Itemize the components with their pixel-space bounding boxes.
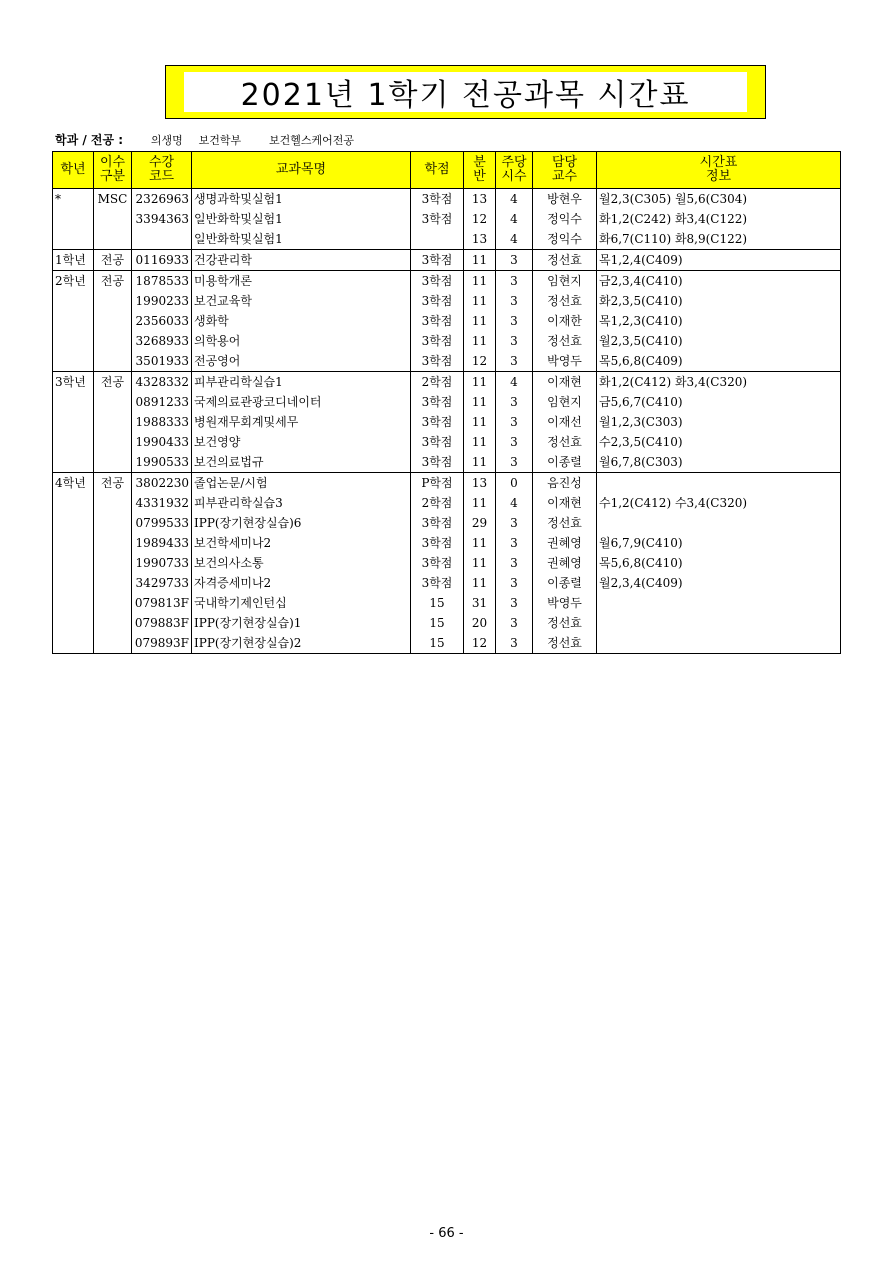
cell-section: 11	[464, 533, 496, 553]
cell-name: 자격증세미나2	[192, 573, 411, 593]
cell-credit: 3학점	[411, 513, 464, 533]
dept-major: 보건헬스케어전공	[268, 134, 354, 147]
cell-prof: 박영두	[533, 351, 597, 372]
header-section: 분 반	[464, 152, 496, 189]
cell-type: 전공	[94, 250, 132, 271]
cell-prof: 임현지	[533, 392, 597, 412]
cell-prof: 이종렬	[533, 452, 597, 473]
cell-grade: 3학년	[53, 372, 94, 393]
header-time: 시간표 정보	[597, 152, 841, 189]
cell-type	[94, 633, 132, 654]
cell-type	[94, 392, 132, 412]
cell-time: 화6,7(C110) 화8,9(C122)	[597, 229, 841, 250]
cell-name: 미용학개론	[192, 271, 411, 292]
cell-type	[94, 432, 132, 452]
cell-type	[94, 209, 132, 229]
cell-name: 일반화학및실험1	[192, 209, 411, 229]
cell-credit: 3학점	[411, 553, 464, 573]
cell-grade	[53, 331, 94, 351]
cell-time: 수1,2(C412) 수3,4(C320)	[597, 493, 841, 513]
cell-grade: 2학년	[53, 271, 94, 292]
cell-hours: 3	[496, 452, 533, 473]
cell-code: 1990433	[132, 432, 192, 452]
cell-name: 의학용어	[192, 331, 411, 351]
cell-type	[94, 573, 132, 593]
cell-section: 11	[464, 493, 496, 513]
cell-prof: 이재현	[533, 493, 597, 513]
dept-label: 학과 / 전공 :	[55, 133, 124, 147]
header-code: 수강 코드	[132, 152, 192, 189]
cell-credit: 15	[411, 613, 464, 633]
cell-name: 보건학세미나2	[192, 533, 411, 553]
cell-credit: 3학점	[411, 311, 464, 331]
cell-name: 전공영어	[192, 351, 411, 372]
cell-type	[94, 593, 132, 613]
table-row	[53, 372, 841, 393]
header-prof: 담당 교수	[533, 152, 597, 189]
cell-grade	[53, 229, 94, 250]
cell-code: 3268933	[132, 331, 192, 351]
cell-grade	[53, 613, 94, 633]
cell-section: 11	[464, 573, 496, 593]
cell-section: 11	[464, 432, 496, 452]
cell-credit: 2학점	[411, 493, 464, 513]
cell-grade: 4학년	[53, 473, 94, 494]
cell-hours: 4	[496, 493, 533, 513]
cell-credit: 3학점	[411, 452, 464, 473]
cell-name: 국내학기제인턴십	[192, 593, 411, 613]
cell-type: 전공	[94, 271, 132, 292]
cell-credit: 3학점	[411, 432, 464, 452]
cell-prof: 정선효	[533, 291, 597, 311]
cell-grade	[53, 209, 94, 229]
cell-type: 전공	[94, 473, 132, 494]
header-name: 교과목명	[192, 152, 411, 189]
cell-time: 금2,3,4(C410)	[597, 271, 841, 292]
cell-name: 피부관리학실습1	[192, 372, 411, 393]
cell-section: 11	[464, 250, 496, 271]
cell-name: 국제의료관광코디네이터	[192, 392, 411, 412]
cell-code: 3429733	[132, 573, 192, 593]
cell-time: 월6,7,8(C303)	[597, 452, 841, 473]
cell-hours: 3	[496, 311, 533, 331]
table-row	[53, 493, 841, 513]
cell-section: 11	[464, 412, 496, 432]
cell-time: 월6,7,9(C410)	[597, 533, 841, 553]
table-row	[53, 250, 841, 271]
cell-name: 보건의사소통	[192, 553, 411, 573]
cell-grade: *	[53, 189, 94, 210]
cell-code	[132, 229, 192, 250]
cell-prof: 정선효	[533, 613, 597, 633]
cell-name: IPP(장기현장실습)1	[192, 613, 411, 633]
cell-hours: 3	[496, 392, 533, 412]
cell-prof: 정선효	[533, 633, 597, 654]
table-row	[53, 473, 841, 494]
cell-hours: 3	[496, 412, 533, 432]
table-row	[53, 613, 841, 633]
cell-credit: 3학점	[411, 573, 464, 593]
cell-grade: 1학년	[53, 250, 94, 271]
schedule-table	[52, 151, 841, 654]
cell-grade	[53, 351, 94, 372]
cell-hours: 3	[496, 331, 533, 351]
cell-type	[94, 291, 132, 311]
cell-name: IPP(장기현장실습)6	[192, 513, 411, 533]
header-credit: 학점	[411, 152, 464, 189]
cell-credit: 3학점	[411, 189, 464, 210]
cell-section: 13	[464, 229, 496, 250]
cell-credit: 3학점	[411, 271, 464, 292]
cell-credit: P학점	[411, 473, 464, 494]
cell-section: 11	[464, 311, 496, 331]
cell-hours: 3	[496, 351, 533, 372]
cell-prof: 이재한	[533, 311, 597, 331]
cell-code: 079893F	[132, 633, 192, 654]
cell-name: IPP(장기현장실습)2	[192, 633, 411, 654]
cell-hours: 3	[496, 513, 533, 533]
cell-type	[94, 613, 132, 633]
table-row	[53, 271, 841, 292]
table-row	[53, 533, 841, 553]
cell-prof: 음진성	[533, 473, 597, 494]
cell-time: 목1,2,3(C410)	[597, 311, 841, 331]
cell-hours: 3	[496, 250, 533, 271]
cell-code: 3802230	[132, 473, 192, 494]
cell-grade	[53, 432, 94, 452]
cell-code: 0799533	[132, 513, 192, 533]
cell-credit: 3학점	[411, 250, 464, 271]
cell-name: 생명과학및실험1	[192, 189, 411, 210]
table-row	[53, 452, 841, 473]
cell-prof: 정선효	[533, 331, 597, 351]
cell-type	[94, 229, 132, 250]
cell-type	[94, 351, 132, 372]
cell-time: 화1,2(C242) 화3,4(C122)	[597, 209, 841, 229]
cell-credit: 3학점	[411, 392, 464, 412]
cell-code: 079813F	[132, 593, 192, 613]
table-row	[53, 209, 841, 229]
cell-hours: 3	[496, 291, 533, 311]
dept-division: 보건학부	[198, 134, 242, 147]
cell-hours: 0	[496, 473, 533, 494]
header-grade: 학년	[53, 152, 94, 189]
cell-time: 월2,3(C305) 월5,6(C304)	[597, 189, 841, 210]
cell-name: 졸업논문/시험	[192, 473, 411, 494]
cell-section: 29	[464, 513, 496, 533]
dept-college: 의생명	[150, 134, 183, 147]
cell-grade	[53, 593, 94, 613]
cell-name: 보건교육학	[192, 291, 411, 311]
cell-code: 0891233	[132, 392, 192, 412]
cell-code: 3501933	[132, 351, 192, 372]
cell-time	[597, 593, 841, 613]
cell-section: 11	[464, 271, 496, 292]
cell-hours: 3	[496, 633, 533, 654]
cell-type	[94, 513, 132, 533]
dept-line	[55, 131, 354, 148]
cell-hours: 4	[496, 189, 533, 210]
cell-section: 11	[464, 452, 496, 473]
cell-code: 2356033	[132, 311, 192, 331]
cell-grade	[53, 633, 94, 654]
cell-type	[94, 533, 132, 553]
cell-section: 11	[464, 291, 496, 311]
cell-time: 월2,3,4(C409)	[597, 573, 841, 593]
cell-section: 13	[464, 189, 496, 210]
cell-name: 보건영양	[192, 432, 411, 452]
cell-type	[94, 452, 132, 473]
cell-prof: 권혜영	[533, 533, 597, 553]
cell-code: 4331932	[132, 493, 192, 513]
cell-hours: 4	[496, 209, 533, 229]
cell-time: 월2,3,5(C410)	[597, 331, 841, 351]
cell-prof: 정선효	[533, 432, 597, 452]
table-row	[53, 311, 841, 331]
cell-prof: 정익수	[533, 209, 597, 229]
cell-name: 일반화학및실험1	[192, 229, 411, 250]
cell-type: 전공	[94, 372, 132, 393]
header-row	[53, 152, 841, 189]
cell-time: 화1,2(C412) 화3,4(C320)	[597, 372, 841, 393]
cell-section: 11	[464, 553, 496, 573]
cell-grade	[53, 553, 94, 573]
table-row	[53, 593, 841, 613]
cell-time: 목5,6,8(C410)	[597, 553, 841, 573]
cell-credit: 2학점	[411, 372, 464, 393]
cell-section: 11	[464, 372, 496, 393]
cell-type	[94, 331, 132, 351]
cell-credit: 3학점	[411, 209, 464, 229]
table-row	[53, 432, 841, 452]
cell-grade	[53, 513, 94, 533]
cell-grade	[53, 493, 94, 513]
cell-time	[597, 633, 841, 654]
cell-section: 12	[464, 209, 496, 229]
cell-time	[597, 473, 841, 494]
cell-hours: 3	[496, 593, 533, 613]
cell-code: 1878533	[132, 271, 192, 292]
cell-prof: 정선효	[533, 513, 597, 533]
cell-prof: 박영두	[533, 593, 597, 613]
cell-grade	[53, 412, 94, 432]
cell-code: 1990533	[132, 452, 192, 473]
table-row	[53, 189, 841, 210]
cell-section: 13	[464, 473, 496, 494]
cell-prof: 임현지	[533, 271, 597, 292]
table-row	[53, 633, 841, 654]
cell-type	[94, 412, 132, 432]
cell-code: 1990233	[132, 291, 192, 311]
cell-name: 병원재무회계및세무	[192, 412, 411, 432]
cell-type	[94, 311, 132, 331]
cell-prof: 이종렬	[533, 573, 597, 593]
page-title: 2021년 1학기 전공과목 시간표	[184, 72, 747, 112]
cell-section: 11	[464, 392, 496, 412]
cell-type	[94, 553, 132, 573]
cell-time	[597, 613, 841, 633]
cell-credit: 15	[411, 633, 464, 654]
cell-code: 1989433	[132, 533, 192, 553]
cell-time: 화2,3,5(C410)	[597, 291, 841, 311]
header-hours: 주당 시수	[496, 152, 533, 189]
title-box	[165, 65, 766, 119]
cell-code: 079883F	[132, 613, 192, 633]
cell-grade	[53, 573, 94, 593]
cell-prof: 정선효	[533, 250, 597, 271]
table-row	[53, 392, 841, 412]
cell-time: 목5,6,8(C409)	[597, 351, 841, 372]
cell-hours: 3	[496, 271, 533, 292]
page-number: - 66 -	[429, 1226, 464, 1241]
cell-prof: 정익수	[533, 229, 597, 250]
cell-time: 월1,2,3(C303)	[597, 412, 841, 432]
cell-name: 생화학	[192, 311, 411, 331]
cell-hours: 3	[496, 573, 533, 593]
cell-name: 보건의료법규	[192, 452, 411, 473]
cell-section: 12	[464, 633, 496, 654]
cell-credit: 15	[411, 593, 464, 613]
cell-time: 목1,2,4(C409)	[597, 250, 841, 271]
cell-type: MSC	[94, 189, 132, 210]
cell-code: 2326963	[132, 189, 192, 210]
cell-credit: 3학점	[411, 331, 464, 351]
cell-hours: 3	[496, 553, 533, 573]
cell-grade	[53, 311, 94, 331]
cell-prof: 이재선	[533, 412, 597, 432]
cell-credit: 3학점	[411, 351, 464, 372]
cell-hours: 4	[496, 372, 533, 393]
cell-type	[94, 493, 132, 513]
cell-code: 1990733	[132, 553, 192, 573]
cell-grade	[53, 452, 94, 473]
cell-section: 12	[464, 351, 496, 372]
header-type: 이수 구분	[94, 152, 132, 189]
cell-hours: 3	[496, 533, 533, 553]
cell-credit: 3학점	[411, 412, 464, 432]
cell-section: 20	[464, 613, 496, 633]
cell-name: 건강관리학	[192, 250, 411, 271]
table-row	[53, 351, 841, 372]
cell-prof: 이재현	[533, 372, 597, 393]
cell-code: 3394363	[132, 209, 192, 229]
cell-hours: 3	[496, 613, 533, 633]
cell-time: 금5,6,7(C410)	[597, 392, 841, 412]
cell-hours: 3	[496, 432, 533, 452]
cell-hours: 4	[496, 229, 533, 250]
cell-credit: 3학점	[411, 533, 464, 553]
cell-grade	[53, 291, 94, 311]
table-row	[53, 412, 841, 432]
cell-section: 11	[464, 331, 496, 351]
cell-section: 31	[464, 593, 496, 613]
table-row	[53, 331, 841, 351]
cell-code: 1988333	[132, 412, 192, 432]
table-row	[53, 229, 841, 250]
cell-grade	[53, 392, 94, 412]
cell-prof: 권혜영	[533, 553, 597, 573]
table-row	[53, 573, 841, 593]
cell-grade	[53, 533, 94, 553]
table-row	[53, 553, 841, 573]
cell-prof: 방현우	[533, 189, 597, 210]
cell-credit: 3학점	[411, 291, 464, 311]
cell-credit	[411, 229, 464, 250]
cell-code: 4328332	[132, 372, 192, 393]
cell-code: 0116933	[132, 250, 192, 271]
cell-time	[597, 513, 841, 533]
cell-name: 피부관리학실습3	[192, 493, 411, 513]
schedule-body	[53, 189, 841, 654]
table-row	[53, 291, 841, 311]
table-row	[53, 513, 841, 533]
cell-time: 수2,3,5(C410)	[597, 432, 841, 452]
